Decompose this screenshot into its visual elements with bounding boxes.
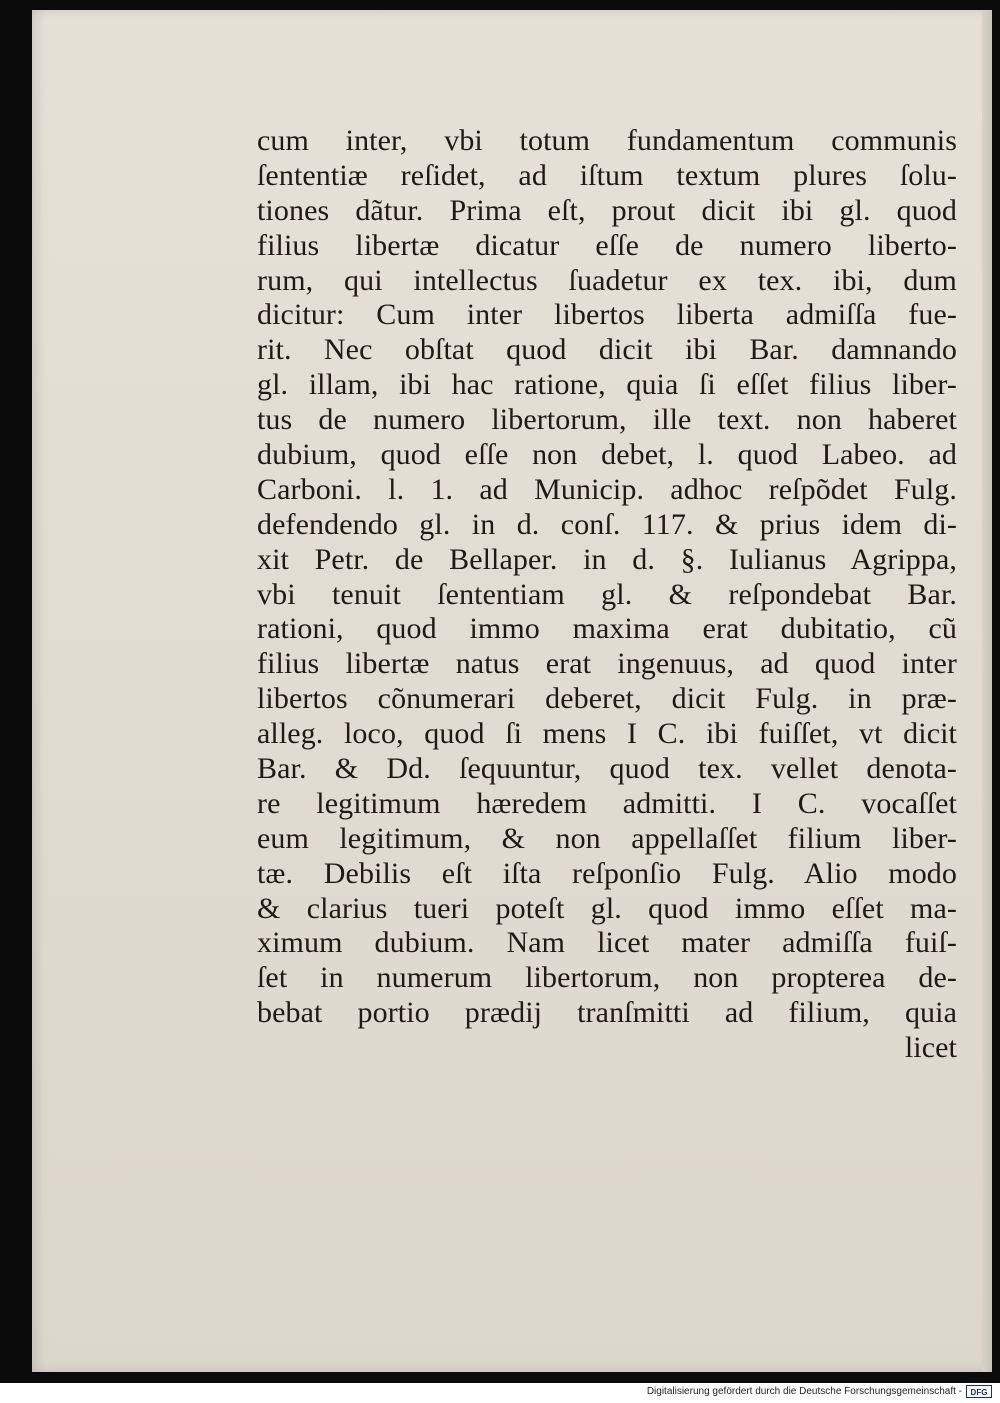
text-line: Bar. & Dd. ſequuntur, quod tex. vellet denota- <box>257 752 957 786</box>
text-line: filius libertæ dicatur eſſe de numero liberto- <box>257 228 957 262</box>
text-line: dubium, quod eſſe non debet, l. quod Labeo. ad <box>257 438 957 472</box>
text-line: ſententiæ reſidet, ad iſtum textum plures ſolu- <box>257 158 957 192</box>
text-line: filius libertæ natus erat ingenuus, ad quod inter <box>257 647 957 681</box>
text-line: vbi tenuit ſententiam gl. & reſpondebat Bar. <box>257 577 957 611</box>
text-line: libertos cõnumerari deberet, dicit Fulg. in præ- <box>257 682 957 716</box>
text-line: tæ. Debilis eſt iſta reſponſio Fulg. Alio modo <box>257 856 957 890</box>
text-line: alleg. loco, quod ſi mens I C. ibi fuiſſet, vt dicit <box>257 717 957 751</box>
page-edge <box>982 10 992 1372</box>
text-line: rationi, quod immo maxima erat dubitatio, cũ <box>257 612 957 646</box>
text-line: re legitimum hæredem admitti. I C. vocaſſet <box>257 786 957 820</box>
text-line: bebat portio prædij tranſmitti ad filium, quia <box>257 996 957 1030</box>
text-line: dicitur: Cum inter libertos liberta admiſſa fue- <box>257 298 957 332</box>
text-line: rum, qui intellectus ſuadetur ex tex. ibi, dum <box>257 263 957 297</box>
text-line: ximum dubium. Nam licet mater admiſſa fuiſ- <box>257 926 957 960</box>
body-text <box>257 124 957 1066</box>
catchword: licet <box>904 1031 957 1065</box>
text-line: cum inter, vbi totum fundamentum communis <box>257 124 957 157</box>
text-line: gl. illam, ibi hac ratione, quia ſi eſſet filius liber- <box>257 368 957 402</box>
dfg-logo-icon[interactable]: DFG <box>966 1385 992 1398</box>
text-line: eum legitimum, & non appellaſſet filium liber- <box>257 821 957 855</box>
text-line: tiones dãtur. Prima eſt, prout dicit ibi gl. quod <box>257 193 957 227</box>
text-line: ſet in numerum libertorum, non propterea de- <box>257 961 957 995</box>
text-line: defendendo gl. in d. conſ. 117. & prius idem di- <box>257 507 957 541</box>
text-line: rit. Nec obſtat quod dicit ibi Bar. damnando <box>257 333 957 367</box>
text-line: & clarius tueri poteſt gl. quod immo eſſet ma- <box>257 891 957 925</box>
funding-credit: Digitalisierung gefördert durch die Deutsche Forschungsgemeinschaft - <box>646 1386 962 1397</box>
text-line: xit Petr. de Bellaper. in d. §. Iulianus Agrippa, <box>257 542 957 576</box>
text-line: tus de numero libertorum, ille text. non haberet <box>257 403 957 437</box>
text-line: Carboni. l. 1. ad Municip. adhoc reſpõdet Fulg. <box>257 472 957 506</box>
